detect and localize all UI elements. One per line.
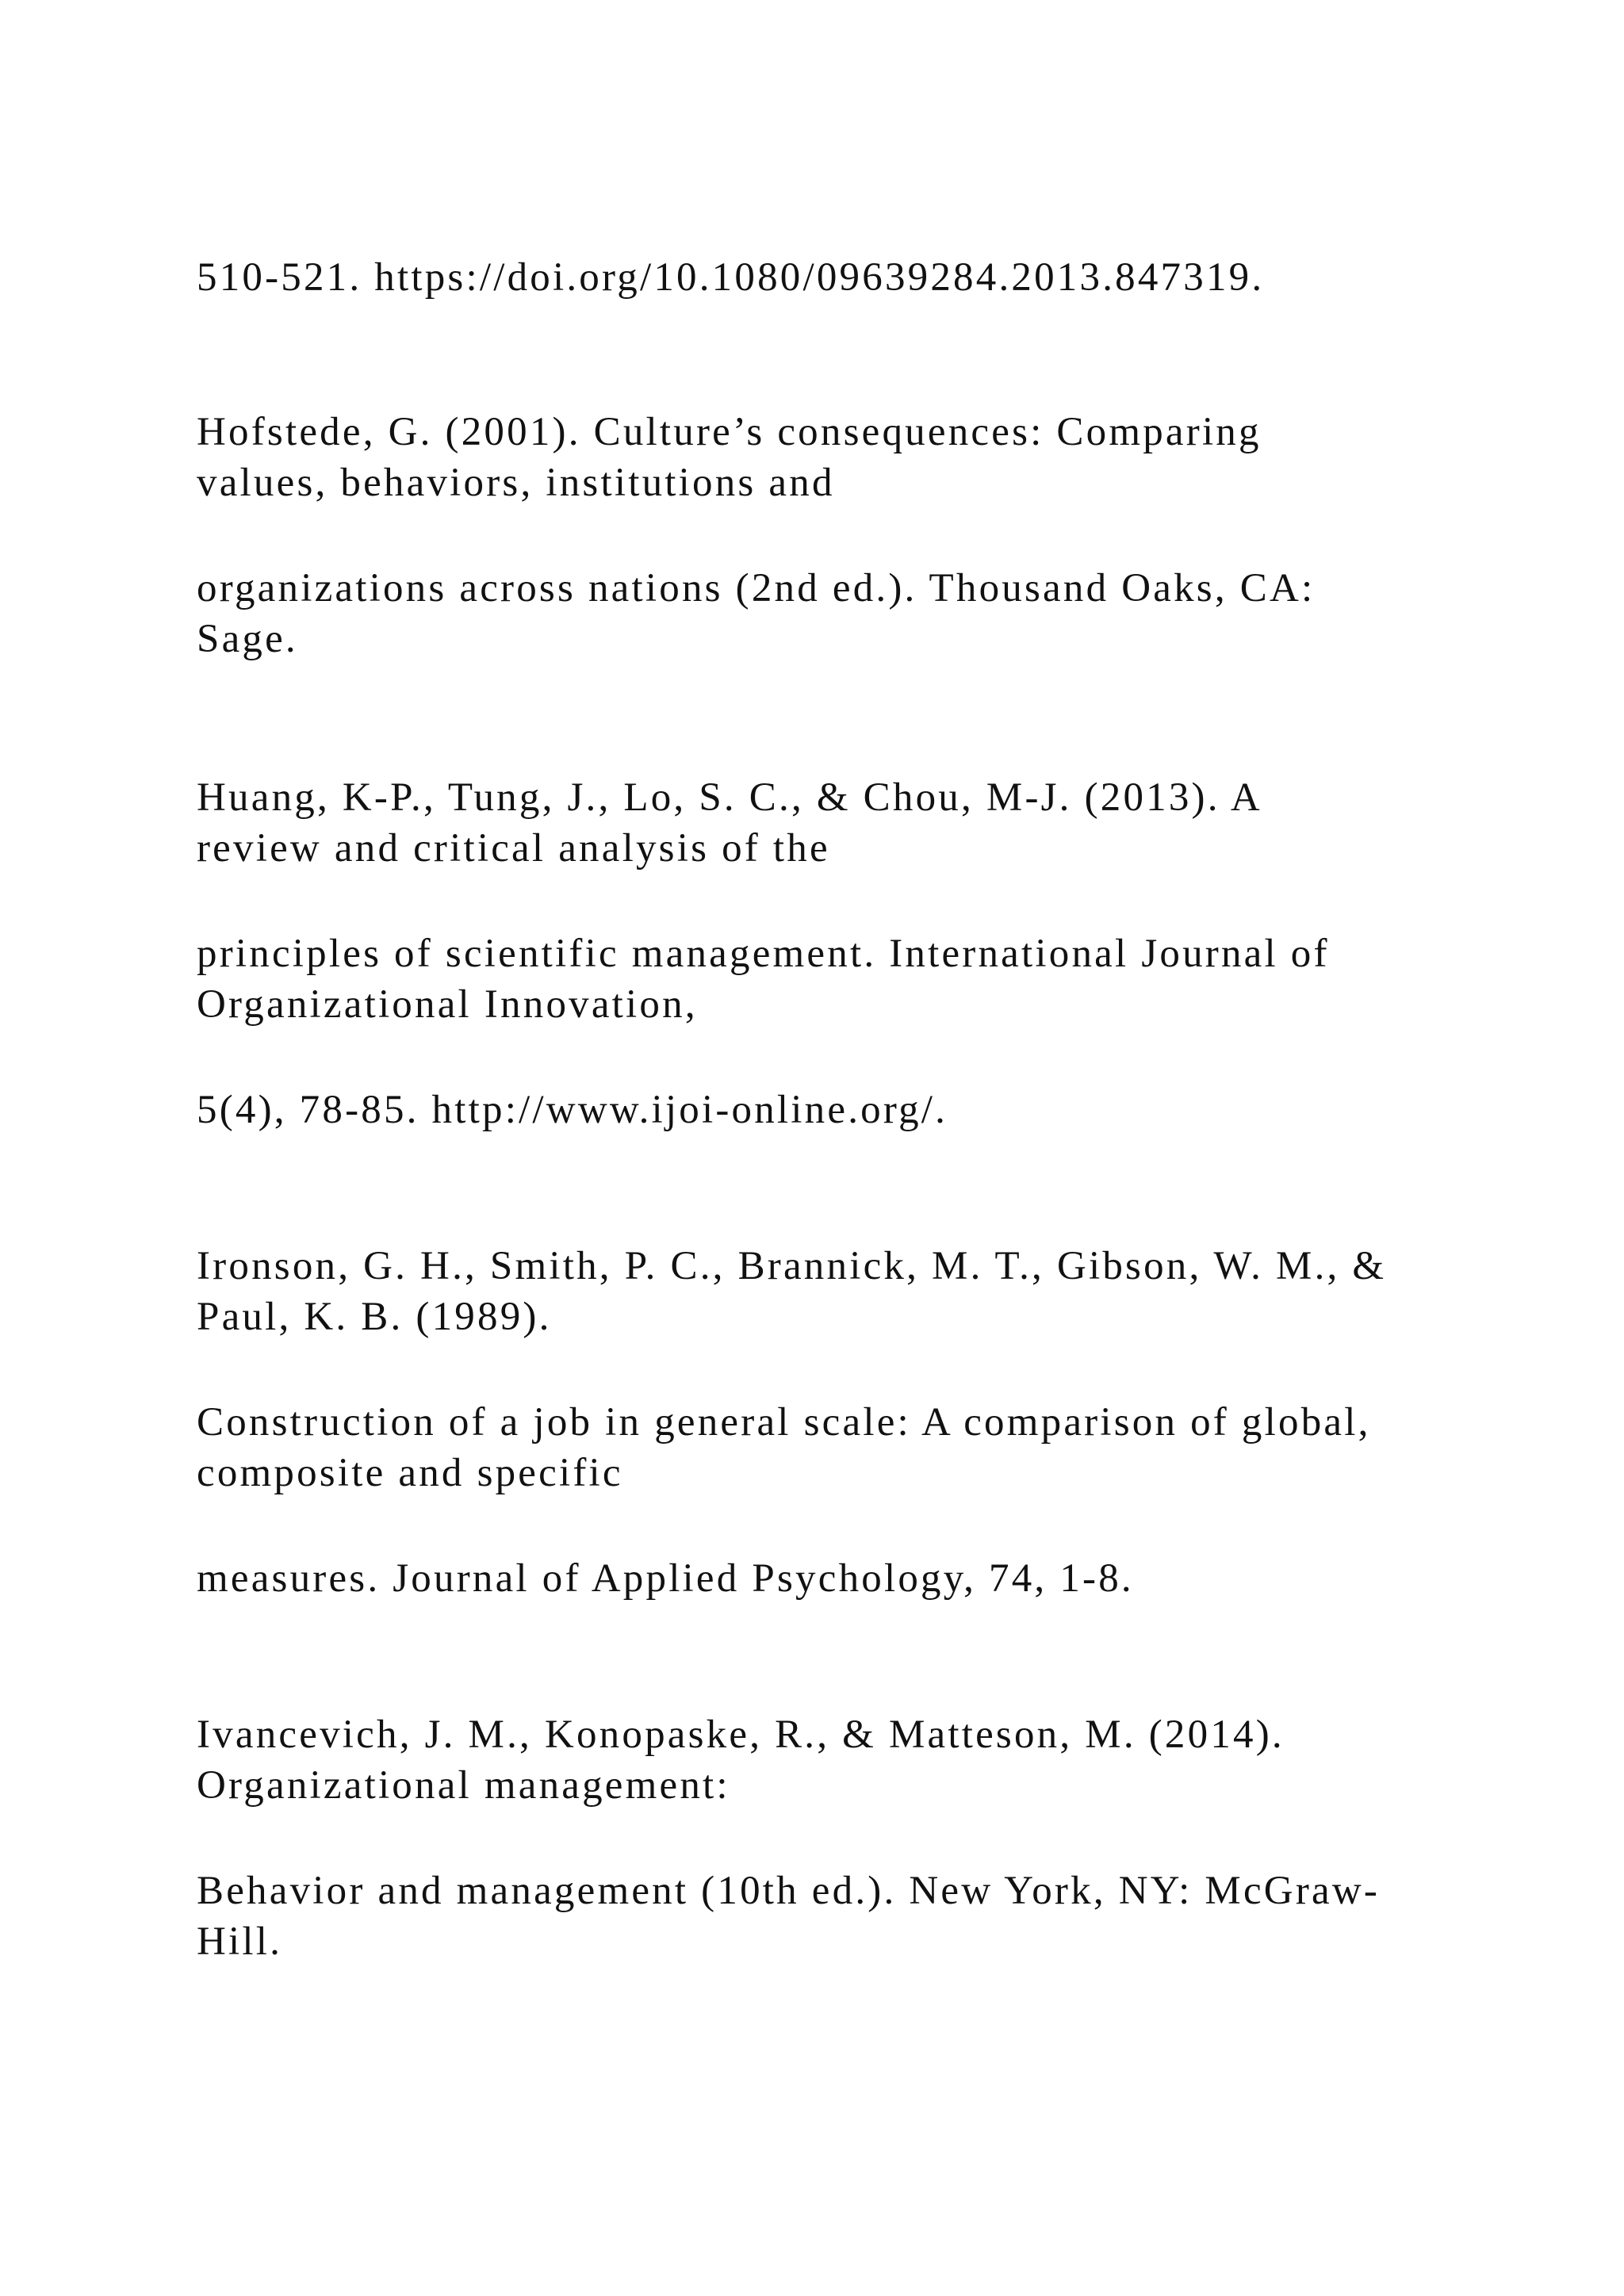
reference-ivancevich-line-1: Ivancevich, J. M., Konopaske, R., & Matteson, M. (2014). xyxy=(197,1712,1285,1757)
reference-huang-line-3: principles of scientific management. International Journal of xyxy=(197,932,1330,976)
reference-huang-line-5: 5(4), 78-85. http://www.ijoi-online.org/. xyxy=(197,1088,948,1132)
reference-hofstede-line-2: values, behaviors, institutions and xyxy=(197,461,835,505)
reference-hofstede-line-4: Sage. xyxy=(197,617,298,661)
reference-ironson-line-4: composite and specific xyxy=(197,1451,623,1495)
reference-ivancevich-line-2: Organizational management: xyxy=(197,1763,730,1808)
reference-continuation-line: 510-521. https://doi.org/10.1080/09639284.2013.847319. xyxy=(197,255,1265,300)
reference-huang-line-1: Huang, K-P., Tung, J., Lo, S. C., & Chou, M-J. (2013). A xyxy=(197,775,1262,820)
reference-hofstede-line-3: organizations across nations (2nd ed.). Thousand Oaks, CA: xyxy=(197,566,1316,610)
reference-huang-line-2: review and critical analysis of the xyxy=(197,826,830,871)
reference-ivancevich-line-3: Behavior and management (10th ed.). New York, NY: McGraw- xyxy=(197,1869,1381,1913)
reference-hofstede-line-1: Hofstede, G. (2001). Culture’s consequences: Comparing xyxy=(197,410,1262,454)
reference-ironson-line-2: Paul, K. B. (1989). xyxy=(197,1295,552,1339)
reference-ironson-line-1: Ironson, G. H., Smith, P. C., Brannick, M. T., Gibson, W. M., & xyxy=(197,1244,1387,1288)
reference-ivancevich-line-4: Hill. xyxy=(197,1919,283,1964)
reference-ironson-line-5: measures. Journal of Applied Psychology, 74, 1-8. xyxy=(197,1556,1134,1601)
reference-ironson-line-3: Construction of a job in general scale: A comparison of global, xyxy=(197,1400,1371,1445)
reference-huang-line-4: Organizational Innovation, xyxy=(197,982,698,1027)
